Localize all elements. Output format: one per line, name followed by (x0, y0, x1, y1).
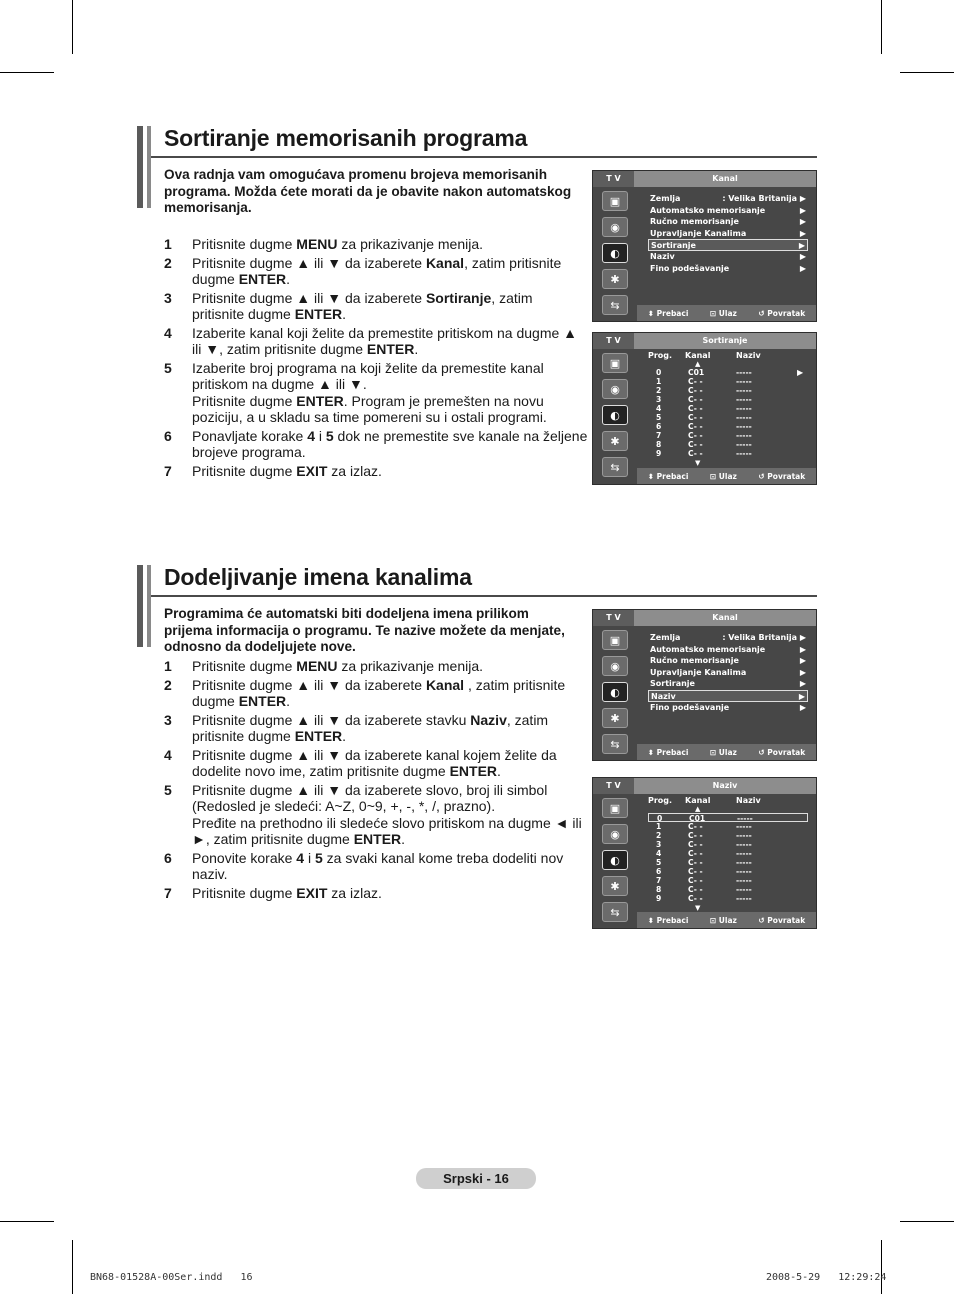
footer-date: 2008-5-29 12:29:24 (766, 1272, 887, 1283)
menu-item-label: Naziv (651, 691, 676, 701)
menu-title: Kanal (712, 174, 738, 183)
menu-list (648, 193, 808, 274)
section-rule (151, 595, 817, 597)
step-number: 1 (164, 658, 172, 674)
setup-icon: ✱ (602, 269, 628, 289)
menu-item[interactable] (648, 632, 808, 644)
channel-name: ----- (736, 422, 752, 431)
menu-item-value: : Velika Britanija ▶ (722, 194, 806, 203)
step-text: Pritisnite dugme MENU za prikazivanje menija. (192, 236, 484, 252)
program-number: 9 (656, 894, 662, 903)
step-number: 1 (164, 236, 172, 252)
menu-item[interactable] (648, 667, 808, 679)
channel-icon: ◐ (602, 243, 628, 263)
program-row[interactable] (648, 449, 808, 458)
program-number: 2 (656, 386, 662, 395)
channel-name: ----- (736, 849, 752, 858)
menu-list (648, 632, 808, 713)
program-row[interactable] (648, 440, 808, 449)
channel-name: ----- (736, 368, 752, 377)
program-number: 0 (656, 368, 662, 377)
step-text: Pritisnite dugme EXIT za izlaz. (192, 884, 382, 901)
sound-icon: ◉ (602, 217, 628, 237)
program-number: 7 (656, 431, 662, 440)
menu-item-value: ▶ (799, 702, 806, 712)
channel-code: C- - (688, 449, 703, 458)
menu-item[interactable] (648, 193, 808, 205)
menu-item-value: ▶ (799, 217, 806, 227)
step-number: 3 (164, 289, 172, 306)
right-arrow-icon: ▶ (797, 368, 804, 377)
menu-item-label: Ručno memorisanje (650, 656, 739, 666)
step-number: 6 (164, 849, 172, 866)
program-number: 6 (656, 867, 662, 876)
menu-item-value: ▶ (799, 263, 806, 273)
step-item (164, 236, 588, 253)
input-icon: ⇆ (602, 902, 628, 922)
step-item (164, 747, 584, 780)
program-number: 7 (656, 876, 662, 885)
program-number: 6 (656, 422, 662, 431)
picture-icon: ▣ (602, 191, 628, 211)
step-item (164, 290, 588, 323)
channel-code: C- - (688, 849, 703, 858)
menu-item-label: Sortiranje (651, 241, 696, 251)
step-item (164, 658, 584, 675)
program-number: 2 (656, 831, 662, 840)
section-bar (147, 565, 151, 647)
step-number: 3 (164, 711, 172, 728)
program-list (648, 368, 808, 458)
channel-name: ----- (736, 404, 752, 413)
step-text: Ponovite korake 4 i 5 za svaki kanal kome treba dodeliti nov naziv. (192, 849, 564, 882)
up-arrow-icon: ▲ (695, 805, 701, 813)
tv-menu-kanal (592, 170, 817, 322)
step-number: 6 (164, 427, 172, 444)
menu-item-label: Naziv (650, 251, 675, 261)
menu-item[interactable] (648, 251, 808, 263)
setup-icon: ✱ (602, 876, 628, 896)
menu-item-value: ▶ (798, 241, 805, 251)
channel-code: C- - (688, 386, 703, 395)
program-number: 1 (656, 822, 662, 831)
step-item (164, 325, 588, 358)
program-number: 4 (656, 404, 662, 413)
program-row[interactable] (648, 813, 808, 822)
up-arrow-icon: ▲ (695, 360, 701, 368)
channel-name: ----- (736, 876, 752, 885)
menu-item[interactable] (648, 644, 808, 656)
step-item (164, 885, 584, 902)
step-item (164, 255, 588, 288)
channel-code: C- - (688, 431, 703, 440)
program-row[interactable] (648, 876, 808, 885)
step-text: Ponavljate korake 4 i 5 dok ne premestite sve kanale na željene brojeve programa. (192, 427, 588, 460)
menu-item-label: Automatsko memorisanje (650, 644, 766, 654)
menu-item-value: ▶ (799, 205, 806, 215)
menu-item[interactable] (648, 205, 808, 217)
crop-mark (881, 1240, 882, 1294)
step-text: Pritisnite dugme ▲ ili ▼ da izaberete Sortiranje, zatim pritisnite dugme ENTER. (192, 289, 533, 322)
step-text: Pritisnite dugme ▲ ili ▼ da izaberete Kanal, zatim pritisnite dugme ENTER. (192, 254, 562, 287)
program-number: 3 (656, 840, 662, 849)
program-row[interactable] (648, 431, 808, 440)
menu-item[interactable] (648, 655, 808, 667)
menu-title: Naziv (712, 781, 738, 790)
channel-name: ----- (736, 395, 752, 404)
program-number: 5 (656, 413, 662, 422)
channel-code: C- - (688, 377, 703, 386)
program-row[interactable] (648, 368, 808, 377)
program-row[interactable] (648, 395, 808, 404)
program-number: 3 (656, 395, 662, 404)
crop-mark (72, 1240, 73, 1294)
menu-item-label: Fino podešavanje (650, 702, 730, 712)
channel-icon: ◐ (602, 682, 628, 702)
step-text: Pritisnite dugme EXIT za izlaz. (192, 462, 382, 479)
input-icon: ⇆ (602, 295, 628, 315)
menu-item-label: Zemlja (650, 194, 681, 203)
sound-icon: ◉ (602, 379, 628, 399)
footer-file: BN68-01528A-00Ser.indd 16 (90, 1272, 253, 1283)
program-row[interactable] (648, 377, 808, 386)
program-list (648, 813, 808, 903)
step-text: Pritisnite dugme ▲ ili ▼ da izaberete stavku Naziv, zatim pritisnite dugme ENTER. (192, 711, 549, 744)
section-title: Dodeljivanje imena kanalima (164, 564, 472, 590)
step-number: 7 (164, 884, 172, 901)
section-intro: Programima će automatski biti dodeljena imena prilikom prijema informacija o programu. Te nazive možete da menjate, odnosno da dodeljujete nove. (164, 606, 565, 654)
channel-code: C01 (689, 814, 706, 823)
step-item (164, 360, 588, 426)
program-number: 8 (656, 885, 662, 894)
step-text: Pritisnite dugme ▲ ili ▼ da izaberete kanal kojem želite da dodelite novo ime, zatim pritisnite dugme ENTER. (192, 746, 557, 779)
program-row[interactable] (648, 386, 808, 395)
menu-item-label: Upravljanje Kanalima (650, 228, 747, 238)
channel-name: ----- (737, 814, 753, 823)
step-item (164, 428, 588, 461)
menu-item-value: ▶ (799, 251, 806, 261)
menu-item-value: ▶ (799, 228, 806, 238)
sound-icon: ◉ (602, 824, 628, 844)
channel-code: C- - (688, 840, 703, 849)
osd-footer: ⬍ Prebaci ⊡ Ulaz ↺ Povratak (637, 744, 816, 760)
menu-item-value: ▶ (799, 656, 806, 666)
step-item (164, 677, 584, 710)
program-row[interactable] (648, 885, 808, 894)
step-number: 5 (164, 781, 172, 798)
menu-item-label: Zemlja (650, 633, 681, 642)
step-text: Pritisnite dugme ▲ ili ▼ da izaberete slovo, broj ili simbol (Redosled je sledeći: A~Z, 0~9, +, -, *, /, prazno). Pređite na prethodno ili sledeće slovo pritiskom na dugme ◄ ili ►, zatim pritisnite dugme ENTER. (192, 781, 582, 847)
program-number: 8 (656, 440, 662, 449)
section-rule (151, 156, 817, 158)
channel-icon: ◐ (602, 850, 628, 870)
picture-icon: ▣ (602, 798, 628, 818)
tv-menu-kanal (592, 609, 817, 761)
crop-mark (72, 0, 73, 54)
page-number-badge: Srpski - 16 (416, 1168, 536, 1189)
menu-item-label: Upravljanje Kanalima (650, 667, 747, 677)
section-title: Sortiranje memorisanih programa (164, 125, 528, 151)
channel-icon: ◐ (602, 405, 628, 425)
channel-code: C- - (688, 440, 703, 449)
step-text: Izaberite broj programa na koji želite da premestite kanal pritiskom na dugme ▲ ili ▼. Pritisnite dugme ENTER. Program je premešten na novu poziciju, a u skladu sa time pomereni su i ostali programi. (192, 359, 547, 425)
channel-code: C- - (688, 894, 703, 903)
crop-mark (0, 1221, 54, 1222)
channel-code: C- - (688, 422, 703, 431)
menu-item-value: ▶ (799, 679, 806, 689)
setup-icon: ✱ (602, 431, 628, 451)
channel-name: ----- (736, 858, 752, 867)
section-bar (137, 126, 143, 208)
step-item (164, 463, 588, 480)
step-number: 7 (164, 462, 172, 479)
tv-label: T V (593, 778, 634, 794)
program-row[interactable] (648, 822, 808, 831)
tv-menu-naziv: T V Naziv ▣ ◉ ◐ ✱ ⇆ Prog. Kanal Naziv ▲ 0 C01 ----- 1 C- - ----- 2 C- - ----- 3 C- - ----- 4 C- - ----- 5 C- - ----- 6 C- - ----- 7 C- - ----- 8 C- - ----- 9 C- - ----- ▼ ⬍ Prebaci ⊡ Ulaz ↺ Povratak (592, 777, 817, 929)
program-number: 9 (656, 449, 662, 458)
step-item (164, 850, 584, 883)
input-icon: ⇆ (602, 457, 628, 477)
channel-code: C- - (688, 876, 703, 885)
channel-name: ----- (736, 885, 752, 894)
tv-label: T V (593, 610, 634, 626)
menu-item-label: Ručno memorisanje (650, 217, 739, 227)
program-row[interactable] (648, 831, 808, 840)
tv-label: T V (593, 171, 634, 187)
step-number: 4 (164, 746, 172, 763)
channel-name: ----- (736, 840, 752, 849)
channel-name: ----- (736, 377, 752, 386)
channel-name: ----- (736, 413, 752, 422)
input-icon: ⇆ (602, 734, 628, 754)
channel-code: C01 (688, 368, 705, 377)
channel-name: ----- (736, 431, 752, 440)
menu-item-value: ▶ (799, 667, 806, 677)
channel-code: C- - (688, 822, 703, 831)
channel-code: C- - (688, 858, 703, 867)
step-item (164, 782, 584, 848)
channel-code: C- - (688, 404, 703, 413)
channel-name: ----- (736, 894, 752, 903)
down-arrow-icon: ▼ (695, 459, 701, 467)
tv-label: T V (593, 333, 634, 349)
channel-name: ----- (736, 831, 752, 840)
channel-code: C- - (688, 831, 703, 840)
osd-footer: ⬍ Prebaci ⊡ Ulaz ↺ Povratak (637, 305, 816, 321)
steps-list (164, 658, 584, 903)
menu-title: Sortiranje (702, 336, 748, 345)
down-arrow-icon: ▼ (695, 904, 701, 912)
program-number: 5 (656, 858, 662, 867)
menu-item-label: Fino podešavanje (650, 263, 730, 273)
channel-name: ----- (736, 822, 752, 831)
program-number: 1 (656, 377, 662, 386)
step-item (164, 712, 584, 745)
setup-icon: ✱ (602, 708, 628, 728)
picture-icon: ▣ (602, 630, 628, 650)
menu-item-label: Sortiranje (650, 679, 695, 689)
menu-item[interactable] (648, 228, 808, 240)
channel-code: C- - (688, 395, 703, 404)
program-row[interactable] (648, 858, 808, 867)
crop-mark (0, 72, 54, 73)
osd-footer: ⬍ Prebaci ⊡ Ulaz ↺ Povratak (637, 468, 816, 484)
program-row[interactable] (648, 849, 808, 858)
step-number: 2 (164, 676, 172, 693)
program-number: 0 (657, 814, 663, 823)
steps-list (164, 236, 588, 481)
step-number: 5 (164, 359, 172, 376)
menu-item[interactable] (648, 263, 808, 275)
step-text: Pritisnite dugme MENU za prikazivanje menija. (192, 658, 484, 674)
program-row[interactable] (648, 404, 808, 413)
crop-mark (900, 72, 954, 73)
channel-code: C- - (688, 413, 703, 422)
menu-item[interactable] (648, 678, 808, 690)
channel-name: ----- (736, 867, 752, 876)
channel-name: ----- (736, 386, 752, 395)
menu-item[interactable] (648, 216, 808, 228)
program-row[interactable] (648, 867, 808, 876)
channel-name: ----- (736, 449, 752, 458)
step-text: Pritisnite dugme ▲ ili ▼ da izaberete Kanal , zatim pritisnite dugme ENTER. (192, 676, 566, 709)
menu-item-value: ▶ (799, 644, 806, 654)
section-intro: Ova radnja vam omogućava promenu brojeva memorisanih programa. Možda ćete morati da je obavite nakon automatskog memorisanja. (164, 167, 572, 215)
step-number: 2 (164, 254, 172, 271)
menu-item[interactable] (648, 690, 808, 702)
section-bar (137, 565, 143, 647)
program-row[interactable] (648, 894, 808, 903)
crop-mark (881, 0, 882, 54)
program-row[interactable] (648, 413, 808, 422)
menu-item-label: Automatsko memorisanje (650, 205, 766, 215)
picture-icon: ▣ (602, 353, 628, 373)
osd-footer: ⬍ Prebaci ⊡ Ulaz ↺ Povratak (637, 912, 816, 928)
channel-code: C- - (688, 885, 703, 894)
menu-item-value: ▶ (798, 691, 805, 701)
program-row[interactable] (648, 422, 808, 431)
sound-icon: ◉ (602, 656, 628, 676)
menu-item[interactable] (648, 702, 808, 714)
step-text: Izaberite kanal koji želite da premestite pritiskom na dugme ▲ ili ▼, zatim pritisnite dugme ENTER. (192, 324, 578, 357)
tv-menu-sort: T V Sortiranje ▣ ◉ ◐ ✱ ⇆ Prog. Kanal Naziv ▲ 0 C01 ----- 1 C- - ----- 2 C- - ----- 3 C- - ----- 4 C- - ----- 5 C- - ----- 6 C- - ----- 7 C- - ----- 8 C- - ----- 9 C- - ----- ▶ ▼ ⬍ Prebaci ⊡ Ulaz ↺ Povratak (592, 332, 817, 485)
crop-mark (900, 1221, 954, 1222)
channel-name: ----- (736, 440, 752, 449)
menu-title: Kanal (712, 613, 738, 622)
section-bar (147, 126, 151, 208)
step-number: 4 (164, 324, 172, 341)
program-row[interactable] (648, 840, 808, 849)
program-number: 4 (656, 849, 662, 858)
menu-item-value: : Velika Britanija ▶ (722, 633, 806, 642)
channel-code: C- - (688, 867, 703, 876)
menu-item[interactable] (648, 239, 808, 251)
